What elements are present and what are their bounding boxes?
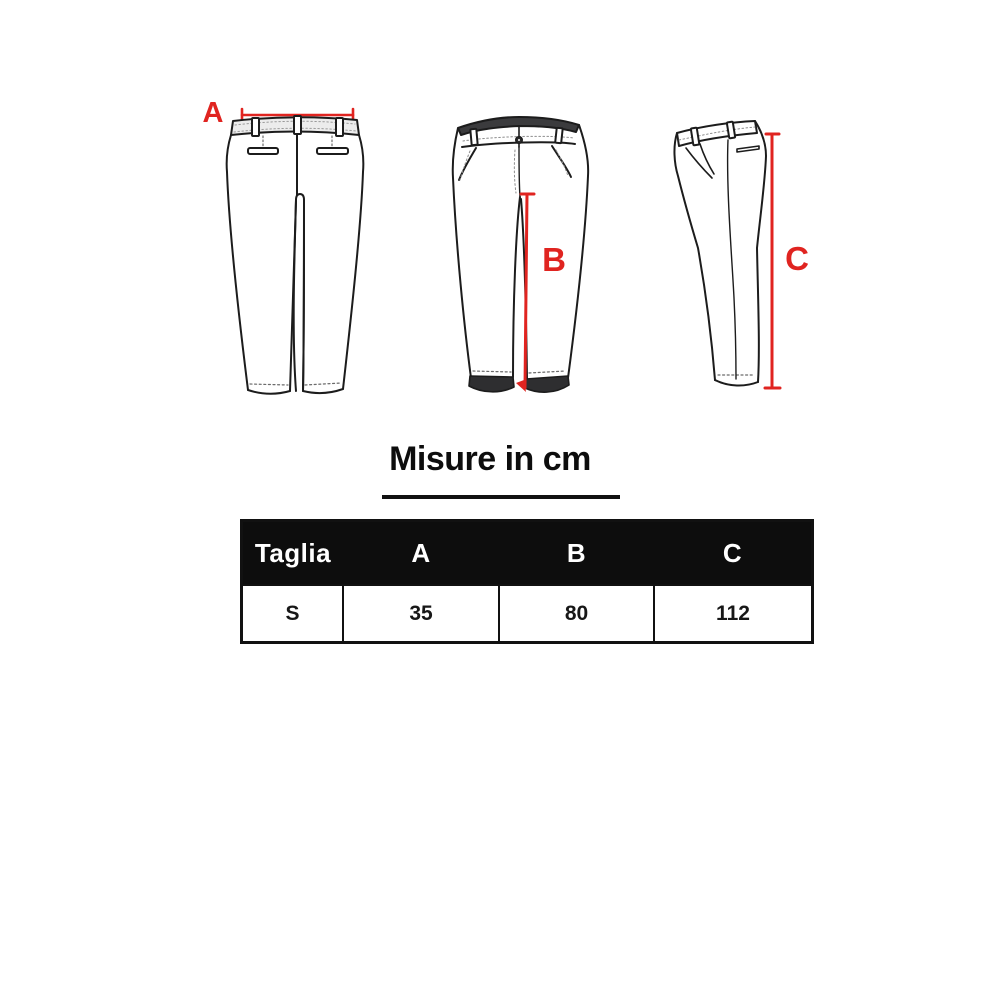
belt-loop xyxy=(555,128,563,144)
measure-a-label: A xyxy=(202,97,224,129)
page-title: Misure in cm xyxy=(389,440,591,478)
measure-c-label: C xyxy=(785,240,809,277)
belt-loop xyxy=(727,122,735,139)
belt-loop xyxy=(470,129,477,145)
size-table xyxy=(240,519,814,644)
column-header-a: A xyxy=(343,521,499,586)
measure-c-line xyxy=(765,134,780,388)
hem-band xyxy=(525,376,569,392)
size-table-header-row xyxy=(242,521,813,586)
hem-band xyxy=(469,376,514,392)
back-pocket-welt xyxy=(317,148,348,154)
size-table-row-s xyxy=(242,585,813,643)
pants-back-view-diagram xyxy=(193,88,371,403)
column-header-taglia: Taglia xyxy=(242,521,344,586)
belt-loop xyxy=(294,116,301,134)
side-pocket-welt xyxy=(737,146,759,152)
cell-taglia-value: S xyxy=(242,585,344,643)
column-header-c: C xyxy=(654,521,813,586)
cell-b-value: 80 xyxy=(499,585,654,643)
pants-side-view-diagram xyxy=(662,108,812,403)
belt-loop xyxy=(252,118,259,136)
cell-c-value: 112 xyxy=(654,585,813,643)
column-header-b: B xyxy=(499,521,654,586)
belt-loop xyxy=(336,118,343,136)
title-underline xyxy=(382,495,620,499)
measure-b-label: B xyxy=(542,241,566,278)
pants-front-view-diagram xyxy=(450,100,600,400)
cell-a-value: 35 xyxy=(343,585,499,643)
belt-loop xyxy=(691,128,700,146)
back-pocket-welt xyxy=(248,148,278,154)
